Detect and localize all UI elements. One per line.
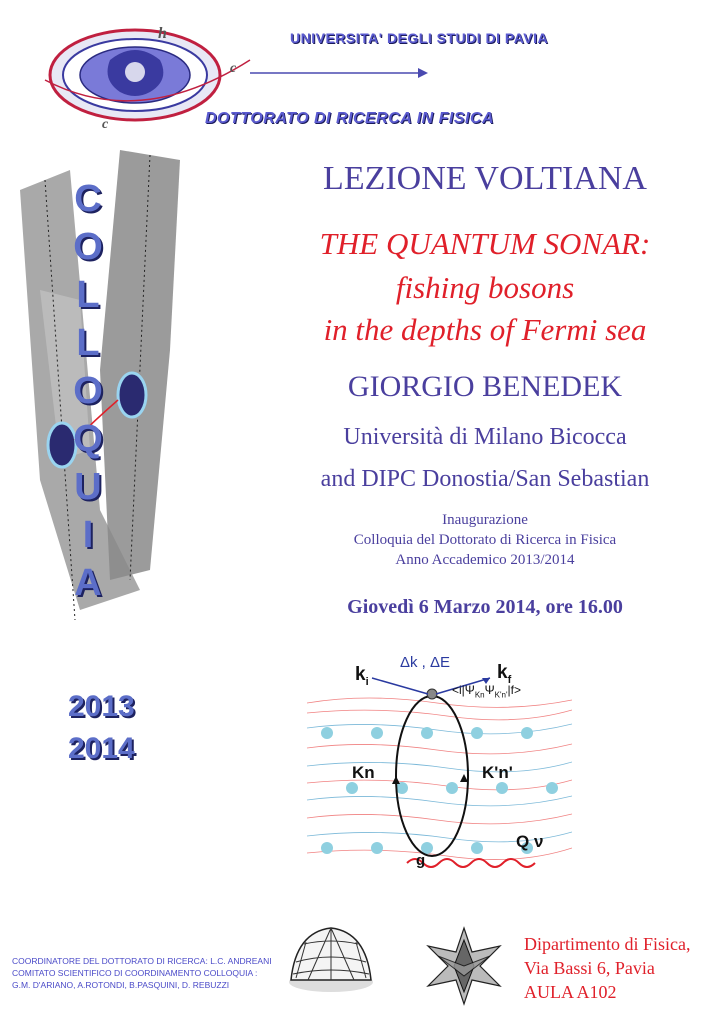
matrix-element-label: $<i|\Psi_{Kn}\Psi_{K'n'}|f>$	[452, 683, 521, 700]
venue-line1: Dipartimento di Fisica,	[524, 934, 691, 954]
colloquia-letter: Q	[73, 418, 103, 460]
lecture-series-title: LEZIONE VOLTIANA	[323, 160, 647, 197]
event-line2: Colloquia del Dottorato di Ricerca in Fisica	[353, 532, 617, 548]
delta-label: Δk , ΔE	[400, 654, 451, 671]
university-name: UNIVERSITA' DEGLI STUDI DI PAVIA	[290, 30, 549, 46]
scattering-diagram	[307, 688, 572, 888]
svg-text:c: c	[102, 117, 109, 132]
affiliation-line2: and DIPC Donostia/San Sebastian	[320, 466, 650, 492]
event-line3: Anno Accademico 2013/2014	[395, 552, 575, 568]
event-line1: Inaugurazione	[442, 512, 528, 528]
members-line: G.M. D'ARIANO, A.ROTONDI, B.PASQUINI, D. REBUZZI	[12, 980, 230, 990]
phonon-label: Q ν	[516, 832, 544, 851]
ki-label: $k_i$	[355, 664, 369, 688]
kpn-label: K'n'	[482, 763, 513, 782]
doctorate-name: DOTTORATO DI RICERCA IN FISICA	[205, 110, 495, 127]
committee-line: COMITATO SCIENTIFICO DI COORDINAMENTO COLLOQUIA :	[12, 968, 258, 978]
kn-label: Kn	[352, 763, 375, 782]
colloquia-letter: C	[74, 178, 102, 220]
venue-line2: Via Bassi 6, Pavia	[524, 958, 655, 978]
year-2014: 2014	[68, 732, 135, 765]
year-2013: 2013	[68, 690, 135, 723]
event-date: Giovedì 6 Marzo 2014, ore 16.00	[347, 596, 623, 618]
talk-title-line2: fishing bosons	[395, 270, 575, 305]
geodesic-dome-illustration	[286, 922, 376, 1012]
svg-text:c: c	[230, 61, 237, 76]
header-arrow	[250, 66, 430, 80]
svg-text:h: h	[158, 25, 167, 42]
colloquia-letter: A	[74, 562, 102, 604]
colloquia-letter: O	[73, 370, 103, 412]
colloquia-letter: L	[76, 322, 100, 364]
colloquia-letter: U	[74, 466, 102, 508]
affiliation-line1: Università di Milano Bicocca	[343, 424, 627, 450]
colloquia-letter: L	[76, 274, 100, 316]
speaker-name: GIORGIO BENEDEK	[347, 370, 623, 403]
colloquia-letter: O	[73, 226, 103, 268]
talk-title-line1: THE QUANTUM SONAR:	[319, 226, 651, 261]
venue-line3: AULA A102	[524, 982, 617, 1002]
coordinator-line: COORDINATORE DEL DOTTORATO DI RICERCA: L.C. ANDREANI	[12, 956, 272, 966]
kf-label: $k_f$	[497, 662, 512, 686]
stellated-polyhedron-illustration	[424, 926, 504, 1006]
ground-label: g	[416, 852, 426, 869]
talk-title-line3: in the depths of Fermi sea	[323, 312, 647, 347]
colloquia-letter: I	[82, 514, 94, 556]
